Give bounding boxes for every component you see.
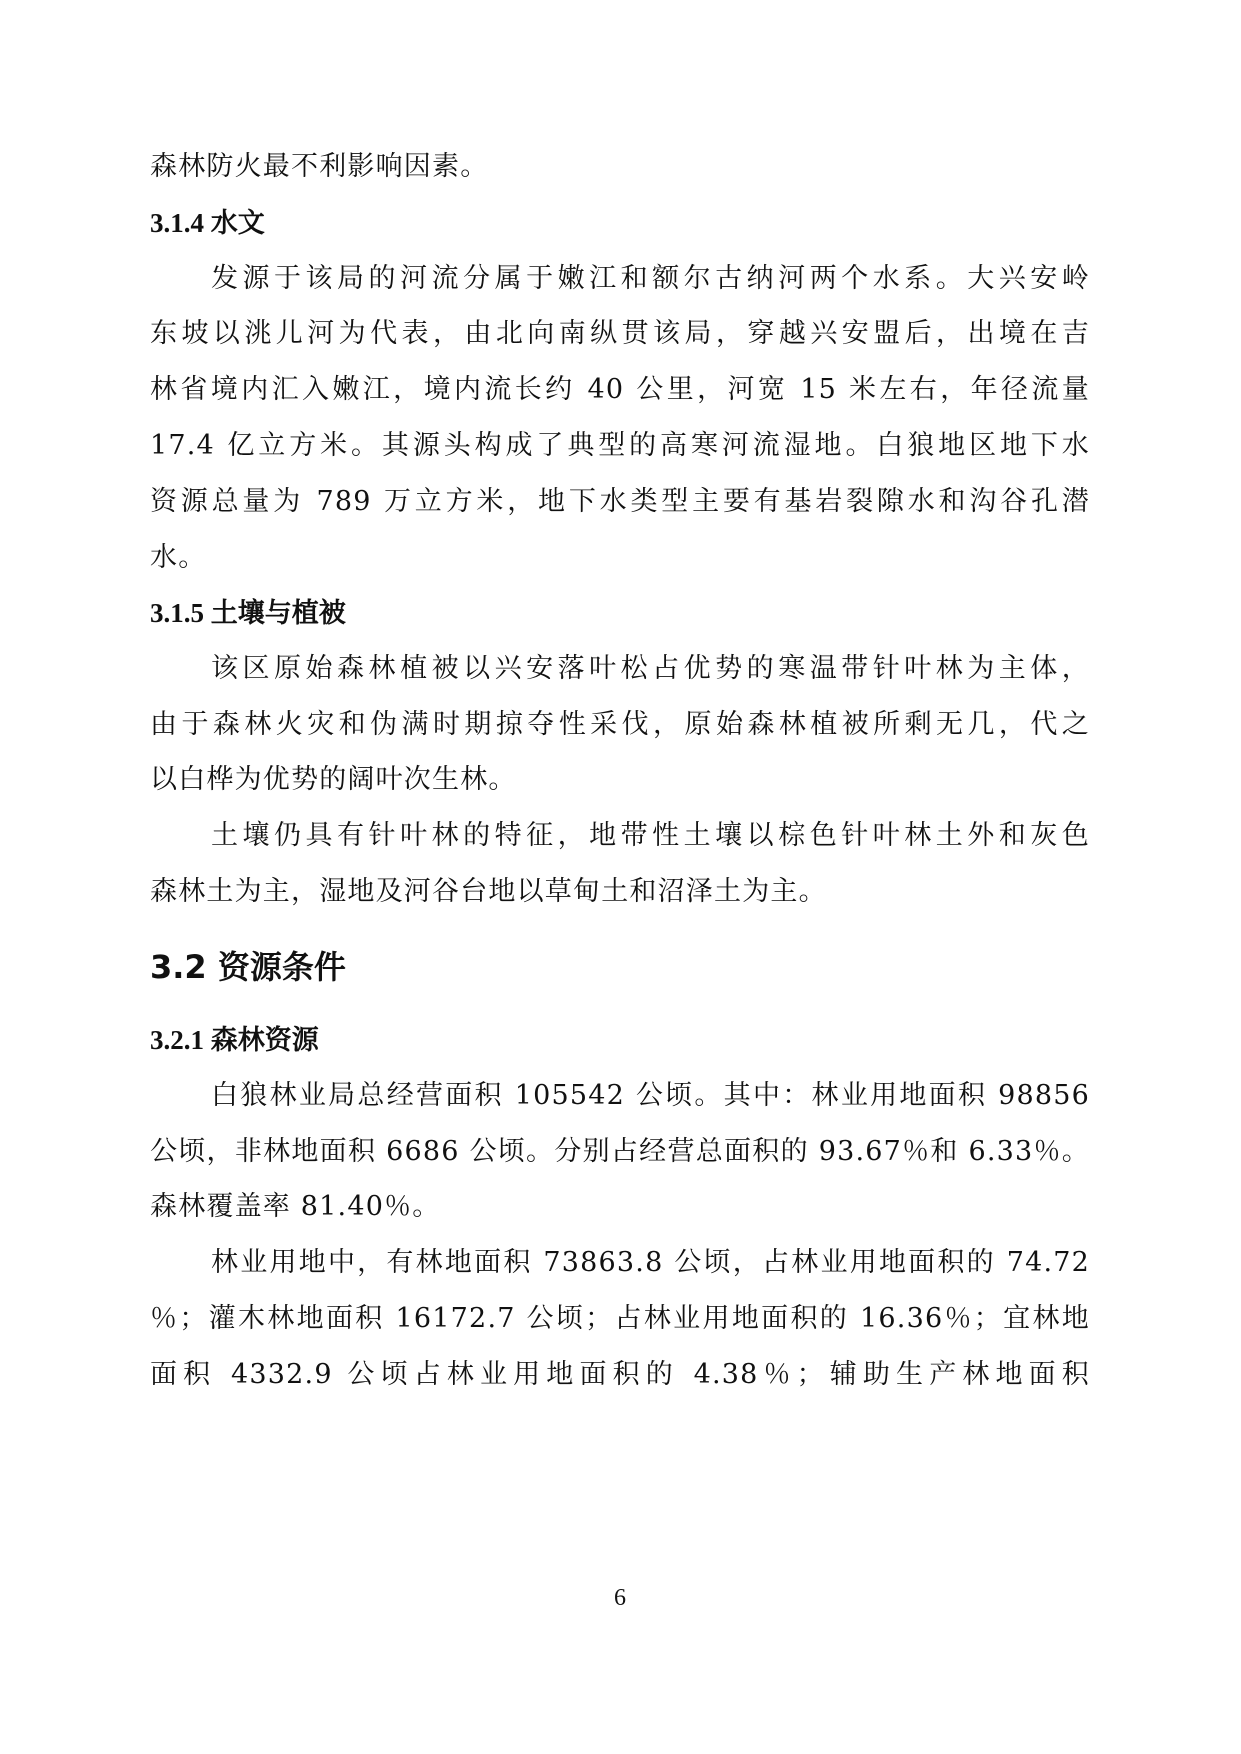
paragraph-line: 该区原始森林植被以兴安落叶松占优势的寒温带针叶林为主体， xyxy=(211,653,1090,684)
paragraph-line: 面积 4332.9 公顷占林业用地面积的 4.38％；辅助生产林地面积 xyxy=(150,1359,1090,1390)
section-heading-3-1-4: 3.1.4 水文 xyxy=(150,208,265,238)
paragraph-line: 公顷，非林地面积 6686 公顷。分别占经营总面积的 93.67％和 6.33％。 xyxy=(150,1136,1090,1167)
paragraph-line: 森林防火最不利影响因素。 xyxy=(150,151,489,182)
section-heading-3-2: 3.2 资源条件 xyxy=(150,948,346,986)
paragraph-line: 东坡以洮儿河为代表，由北向南纵贯该局，穿越兴安盟后，出境在吉 xyxy=(150,318,1090,349)
paragraph-line: ％；灌木林地面积 16172.7 公顷；占林业用地面积的 16.36％；宜林地 xyxy=(150,1303,1090,1334)
section-heading-3-2-1: 3.2.1 森林资源 xyxy=(150,1025,319,1055)
paragraph-line: 白狼林业局总经营面积 105542 公顷。其中：林业用地面积 98856 xyxy=(211,1080,1090,1111)
paragraph-line: 森林土为主，湿地及河谷台地以草甸土和沼泽土为主。 xyxy=(150,876,827,907)
paragraph-line: 林省境内汇入嫩江，境内流长约 40 公里，河宽 15 米左右，年径流量 xyxy=(150,374,1090,405)
paragraph-line: 土壤仍具有针叶林的特征，地带性土壤以棕色针叶林土外和灰色 xyxy=(211,820,1090,851)
paragraph-line: 资源总量为 789 万立方米，地下水类型主要有基岩裂隙水和沟谷孔潜 xyxy=(150,486,1090,517)
page-number: 6 xyxy=(614,1585,626,1611)
paragraph-line: 17.4 亿立方米。其源头构成了典型的高寒河流湿地。白狼地区地下水 xyxy=(150,430,1090,461)
section-heading-3-1-5: 3.1.5 土壤与植被 xyxy=(150,598,346,628)
paragraph-line: 由于森林火灾和伪满时期掠夺性采伐，原始森林植被所剩无几，代之 xyxy=(150,709,1090,740)
paragraph-line: 以白桦为优势的阔叶次生林。 xyxy=(150,764,517,795)
paragraph-line: 林业用地中，有林地面积 73863.8 公顷，占林业用地面积的 74.72 xyxy=(211,1247,1090,1278)
paragraph-line: 水。 xyxy=(150,542,207,573)
paragraph-line: 森林覆盖率 81.40％。 xyxy=(150,1191,441,1222)
paragraph-line: 发源于该局的河流分属于嫩江和额尔古纳河两个水系。大兴安岭 xyxy=(211,263,1090,294)
